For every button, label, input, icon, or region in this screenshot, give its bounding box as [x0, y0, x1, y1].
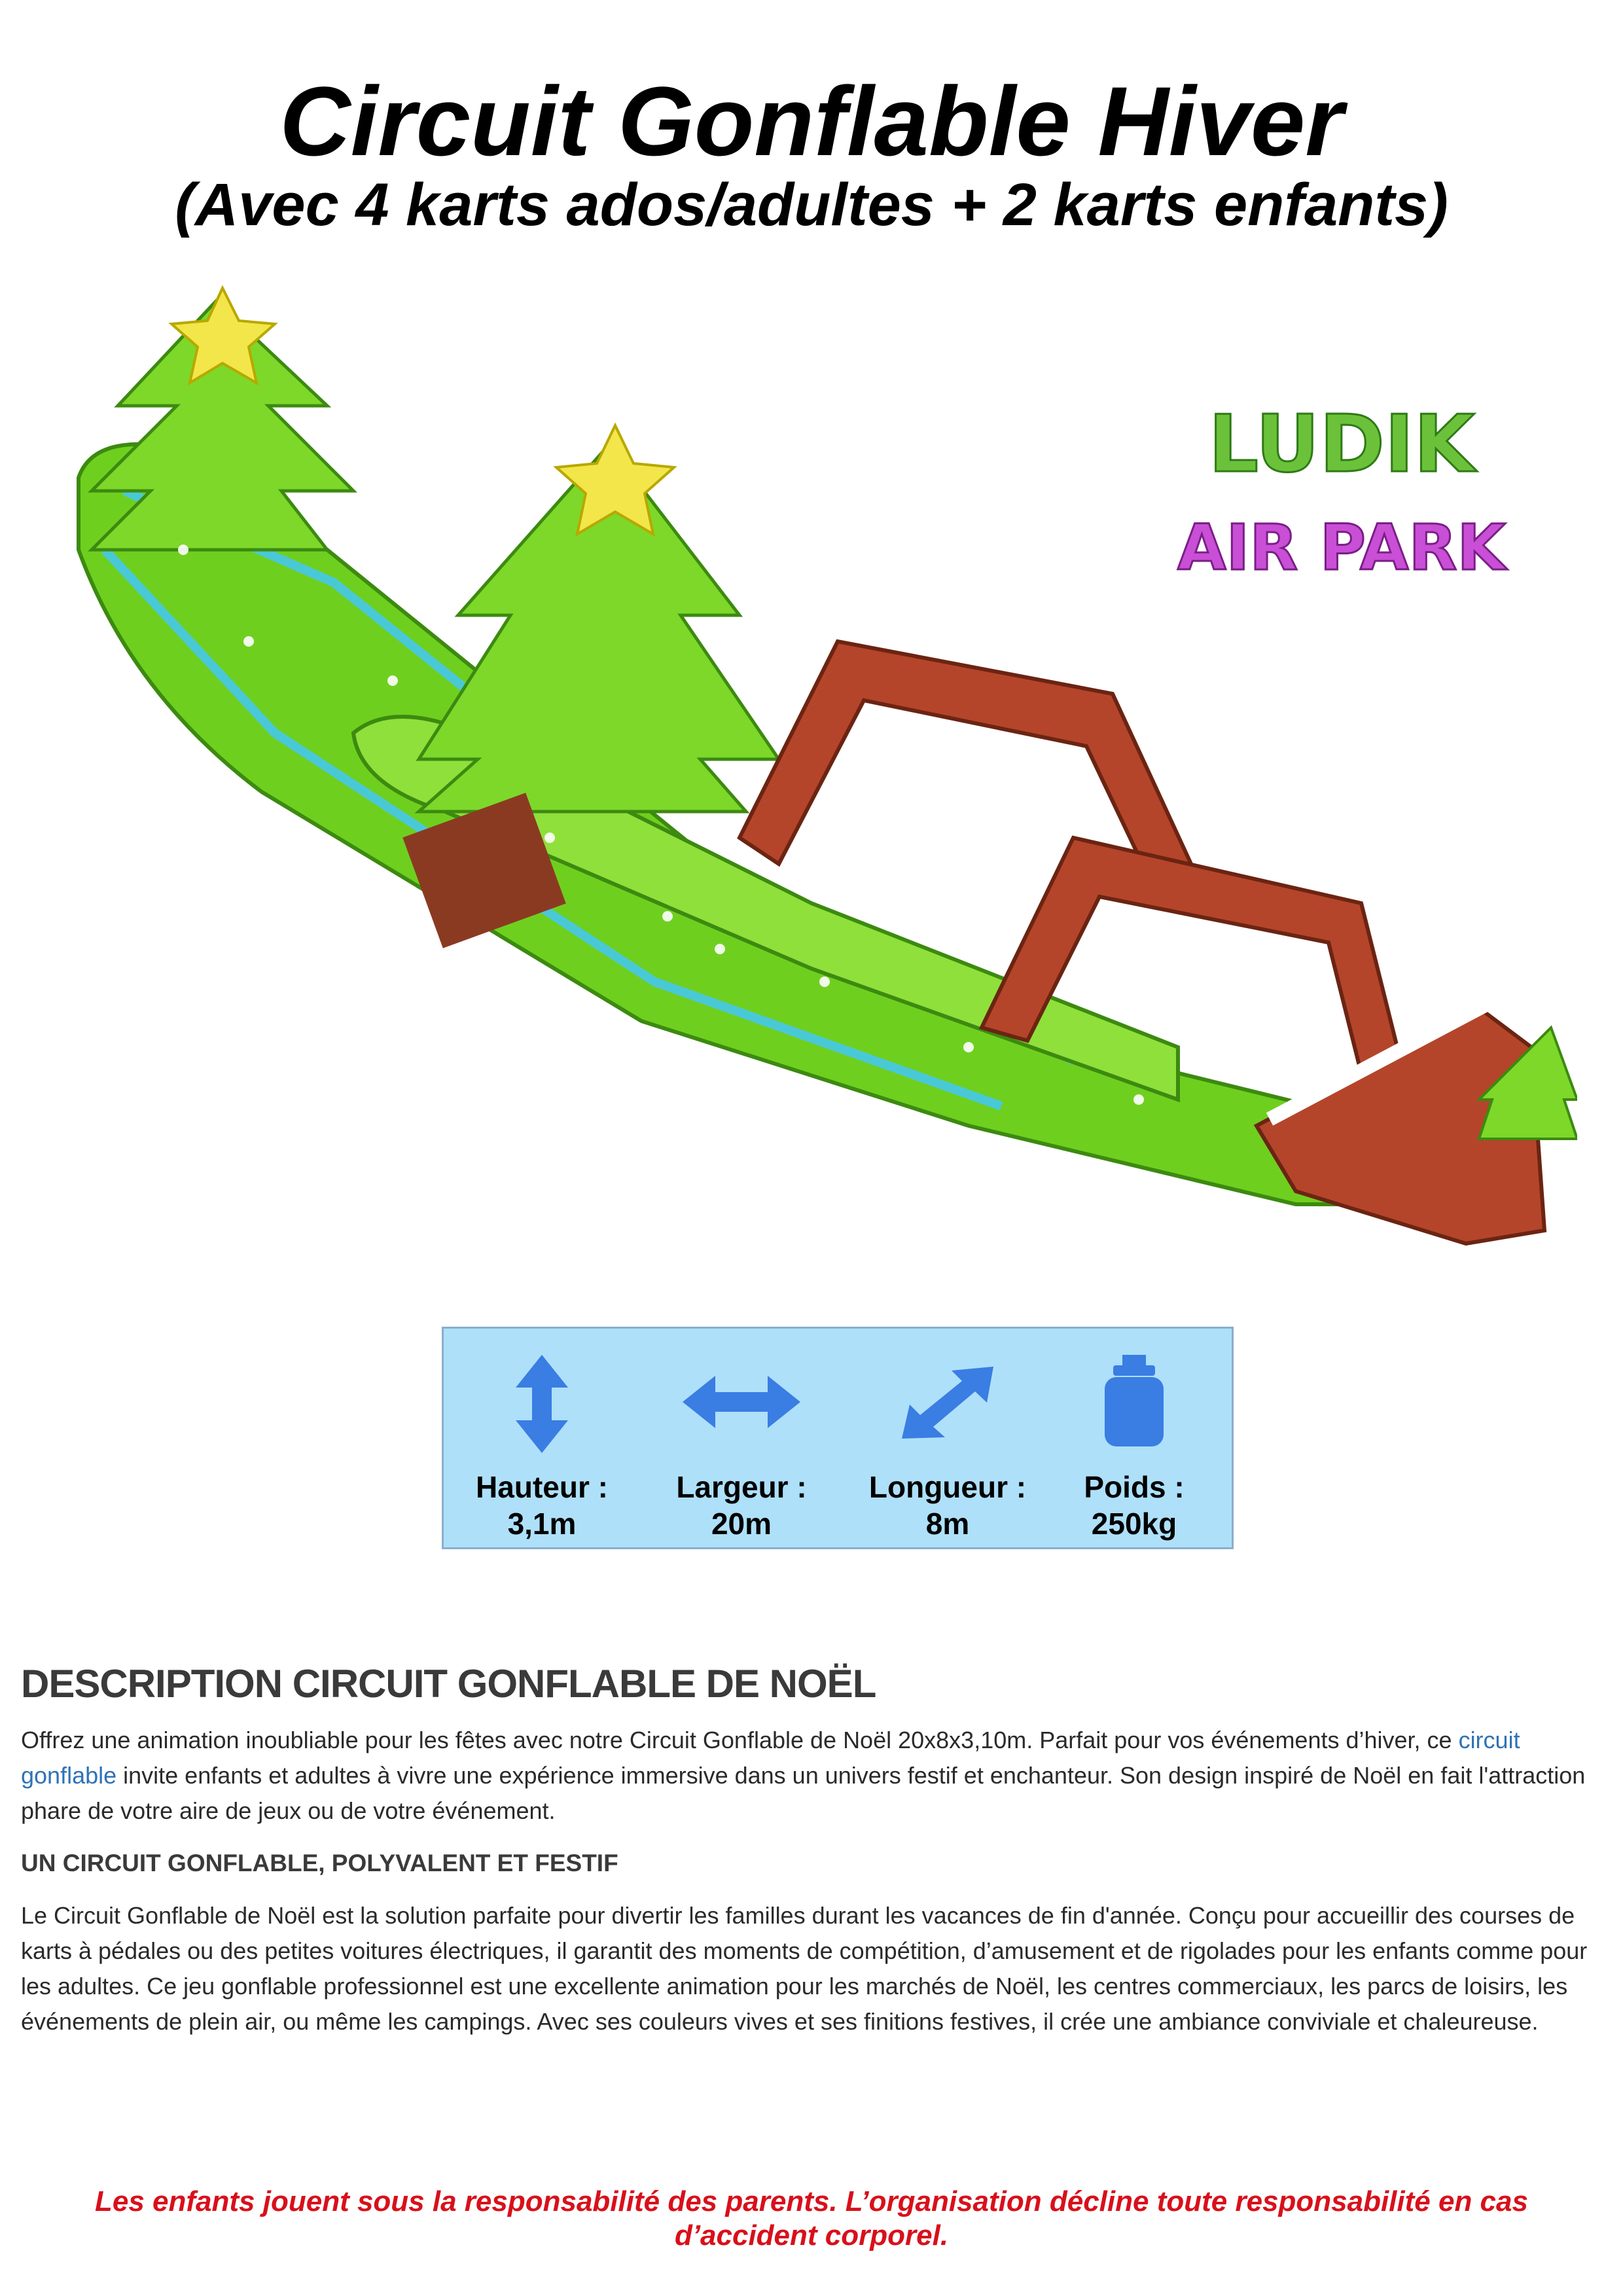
page-subtitle: (Avec 4 karts ados/adultes + 2 karts enfants) [175, 171, 1448, 238]
vertical-arrow-icon [516, 1355, 568, 1453]
spec-width [656, 1329, 827, 1551]
page-title: Circuit Gonflable Hiver [279, 66, 1344, 176]
spec-value: 250kg [1091, 1507, 1177, 1541]
ludik-air-park-logo [1158, 386, 1525, 596]
spec-label: Poids : [1084, 1470, 1185, 1504]
spec-label: Longueur : [868, 1470, 1027, 1504]
spec-value: 8m [925, 1507, 970, 1541]
description-heading: DESCRIPTION CIRCUIT GONFLABLE DE NOËL [21, 1662, 876, 1706]
description-paragraph-1: Offrez une animation inoubliable pour les fêtes avec notre Circuit Gonflable de Noël 20x8x3,10m. Parfait pour vos événements d’hiver, ce circuit gonflable invite enfants et adultes à vivre une expérience immersive dans un univers festif et enchanteur. Son design inspiré de Noël en fait l'attraction phare de votre aire de jeux ou de votre événement. [21, 1727, 1586, 1824]
description-subheading: UN CIRCUIT GONFLABLE, POLYVALENT ET FESTIF [21, 1850, 618, 1876]
logo-line2: AIR PARK [1177, 511, 1506, 584]
horizontal-arrow-icon [683, 1376, 800, 1428]
specifications-box [442, 1327, 1234, 1549]
spec-height [457, 1329, 627, 1551]
logo-line1: LUDIK [1208, 399, 1475, 490]
spec-label: Largeur : [676, 1470, 807, 1504]
spec-value: 20m [711, 1507, 772, 1541]
weight-icon [1101, 1355, 1167, 1446]
spec-value: 3,1m [507, 1507, 577, 1541]
description-paragraph-2: Le Circuit Gonflable de Noël est la solution parfaite pour divertir les familles durant les vacances de fin d'année. Conçu pour accueillir des courses de karts à pédales ou des petites voitures électriques, il garantit des moments de compétition, d’amusement et de rigolades pour les enfants comme pour les adultes. Ce jeu gonflable professionnel est une excellente animation pour les marchés de Noël, les centres commerciaux, les parcs de loisirs, les événements de plein air, ou même les campings. Avec ses couleurs vives et ses finitions festives, il crée une ambiance conviviale et chaleureuse. [21, 1902, 1588, 2035]
diagonal-arrow-icon [902, 1367, 993, 1439]
spec-label: Hauteur : [476, 1470, 608, 1504]
disclaimer-footer: Les enfants jouent sous la responsabilité des parents. L’organisation décline toute responsabilité en cas d’accident corporel. [95, 2185, 1528, 2251]
circuit-gonflable-link[interactable]: circuit gonflable [21, 1727, 1520, 1789]
spec-length [863, 1329, 1033, 1551]
spec-weight [1049, 1329, 1219, 1551]
